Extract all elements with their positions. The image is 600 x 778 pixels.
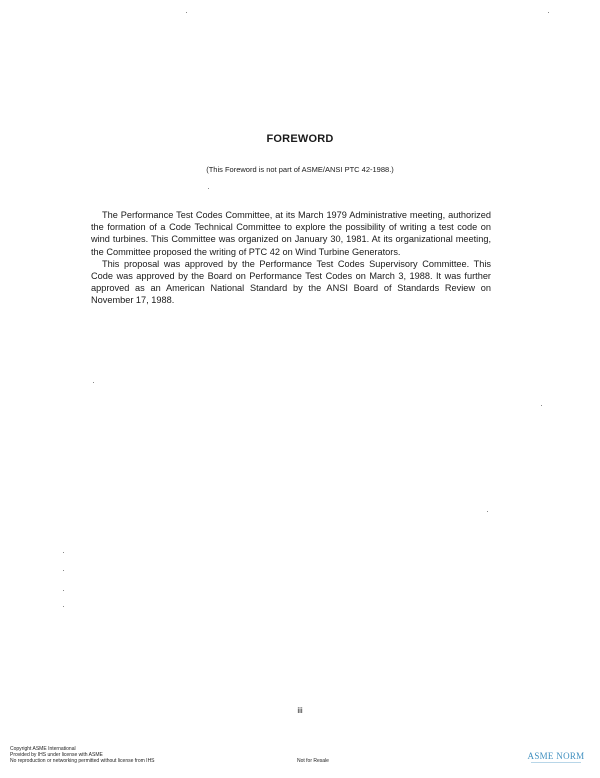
- footer-line-1: Copyright ASME International: [10, 746, 76, 752]
- paragraph-2: This proposal was approved by the Performance Test Codes Supervisory Committee. This Code was approved by the Board on Performance Test Codes on March 3, 1988. It was further approved as an American National Standard by the ANSI Board of Standards Review on November 17, 1988.: [91, 258, 491, 306]
- foreword-body: [91, 209, 491, 307]
- page-title: FOREWORD: [266, 133, 334, 145]
- scan-speck: [93, 382, 94, 383]
- scan-speck: [487, 511, 488, 512]
- scan-speck: [548, 12, 549, 13]
- copyright-footer: [10, 746, 155, 764]
- scan-speck: [63, 590, 64, 591]
- scan-speck: [208, 188, 209, 189]
- paragraph-1: The Performance Test Codes Committee, at its March 1979 Administrative meeting, authorized the formation of a Code Technical Committee to explore the possibility of writing a test code on wind turbines. This Committee was organized on January 30, 1981. At its organizational meeting, the Committee proposed the writing of PTC 42 on Wind Turbine Generators.: [91, 210, 491, 257]
- footer-line-2: Provided by IHS under license with ASME: [10, 752, 103, 758]
- logo-underline: [531, 762, 581, 765]
- logo-text: ASME NORM: [527, 751, 585, 761]
- scan-speck: [63, 570, 64, 571]
- asme-norm-logo: [526, 751, 586, 773]
- scan-speck: [541, 405, 542, 406]
- scan-speck: [63, 552, 64, 553]
- foreword-note: (This Foreword is not part of ASME/ANSI PTC 42-1988.): [206, 165, 394, 174]
- scan-speck: [63, 606, 64, 607]
- page-number: iii: [297, 706, 303, 715]
- footer-line-3: No reproduction or networking permitted without license from IHS: [10, 758, 155, 764]
- not-for-resale-label: Not for Resale: [297, 758, 329, 764]
- scan-speck: [186, 12, 187, 13]
